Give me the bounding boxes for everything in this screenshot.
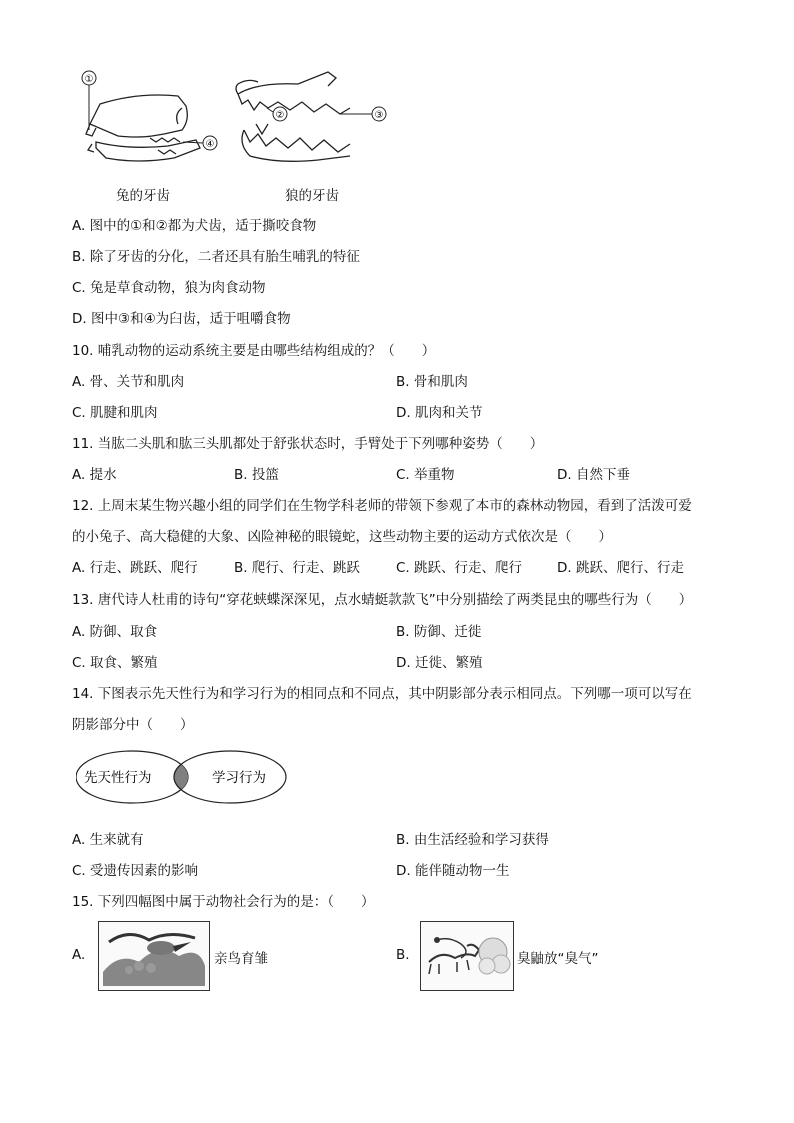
- q11-option-a: A. 提水: [72, 467, 117, 483]
- q12-option-c: C. 跳跃、行走、爬行: [396, 560, 523, 576]
- rabbit-caption: 兔的牙齿: [116, 188, 170, 204]
- marker-2: ②: [275, 110, 285, 121]
- q14-option-a: A. 生来就有: [72, 832, 144, 848]
- q13-option-c: C. 取食、繁殖: [72, 655, 158, 671]
- q11-option-c: C. 举重物: [396, 467, 455, 483]
- skunk-spraying-picture: [420, 921, 514, 991]
- q15-option-b-letter: B.: [396, 947, 410, 963]
- q10-option-c: C. 肌腱和肌肉: [72, 405, 158, 421]
- q13-stem: 13. 唐代诗人杜甫的诗句“穿花蛱蝶深深见，点水蜻蜓款款飞”中分别描绘了两类昆虫的哪些行为（ ）: [72, 592, 693, 608]
- venn-left-label: 先天性行为: [84, 770, 152, 786]
- q11-stem: 11. 当肱二头肌和肱三头肌都处于舒张状态时，手臂处于下列哪种姿势（ ）: [72, 436, 544, 452]
- q10-option-b: B. 骨和肌肉: [396, 374, 468, 390]
- q12-option-b: B. 爬行、行走、跳跃: [234, 560, 360, 576]
- q10-stem: 10. 哺乳动物的运动系统主要是由哪些结构组成的？（ ）: [72, 343, 436, 359]
- bird-feeding-chicks-picture: [98, 921, 210, 991]
- q14-option-c: C. 受遗传因素的影响: [72, 863, 199, 879]
- q9-option-b: B. 除了牙齿的分化，二者还具有胎生哺乳的特征: [72, 249, 360, 265]
- q14-stem-line2: 阴影部分中（ ）: [72, 717, 194, 733]
- q15-stem: 15. 下列四幅图中属于动物社会行为的是：（ ）: [72, 894, 375, 910]
- q15-option-a-letter: A.: [72, 947, 86, 963]
- q12-stem-line2: 的小兔子、高大稳健的大象、凶险神秘的眼镜蛇，这些动物主要的运动方式依次是（ ）: [72, 529, 612, 545]
- q10-option-a: A. 骨、关节和肌肉: [72, 374, 185, 390]
- q12-stem-line1: 12. 上周末某生物兴趣小组的同学们在生物学科老师的带领下参观了本市的森林动物园，看到了活泼可爱: [72, 498, 692, 514]
- q15-option-a-caption: 亲鸟育雏: [214, 951, 268, 967]
- q9-option-d: D. 图中③和④为臼齿，适于咀嚼食物: [72, 311, 291, 327]
- q9-option-a: A. 图中的①和②都为犬齿，适于撕咬食物: [72, 218, 317, 234]
- marker-3: ③: [374, 110, 384, 121]
- rabbit-skull-drawing: [86, 95, 200, 161]
- q10-option-d: D. 肌肉和关节: [396, 405, 483, 421]
- wolf-markers: [267, 107, 386, 121]
- q13-option-a: A. 防御、取食: [72, 624, 158, 640]
- teeth-figure: [78, 64, 398, 184]
- q13-option-d: D. 迁徙、繁殖: [396, 655, 483, 671]
- q14-option-d: D. 能伴随动物一生: [396, 863, 510, 879]
- q12-option-a: A. 行走、跳跃、爬行: [72, 560, 198, 576]
- q9-option-c: C. 兔是草食动物，狼为肉食动物: [72, 280, 266, 296]
- q11-option-b: B. 投篮: [234, 467, 279, 483]
- venn-diagram: [76, 750, 288, 806]
- marker-1: ①: [84, 74, 94, 85]
- q15-option-b-caption: 臭鼬放“臭气”: [517, 951, 599, 967]
- marker-4: ④: [205, 139, 215, 150]
- q12-option-d: D. 跳跃、爬行、行走: [557, 560, 684, 576]
- wolf-caption: 狼的牙齿: [285, 188, 339, 204]
- rabbit-markers: [82, 71, 217, 150]
- venn-right-label: 学习行为: [212, 770, 266, 786]
- q11-option-d: D. 自然下垂: [557, 467, 630, 483]
- q13-option-b: B. 防御、迁徙: [396, 624, 482, 640]
- q14-stem-line1: 14. 下图表示先天性行为和学习行为的相同点和不同点，其中阴影部分表示相同点。下列哪一项可以写在: [72, 686, 692, 702]
- wolf-jaw-drawing: [236, 72, 350, 161]
- q14-option-b: B. 由生活经验和学习获得: [396, 832, 549, 848]
